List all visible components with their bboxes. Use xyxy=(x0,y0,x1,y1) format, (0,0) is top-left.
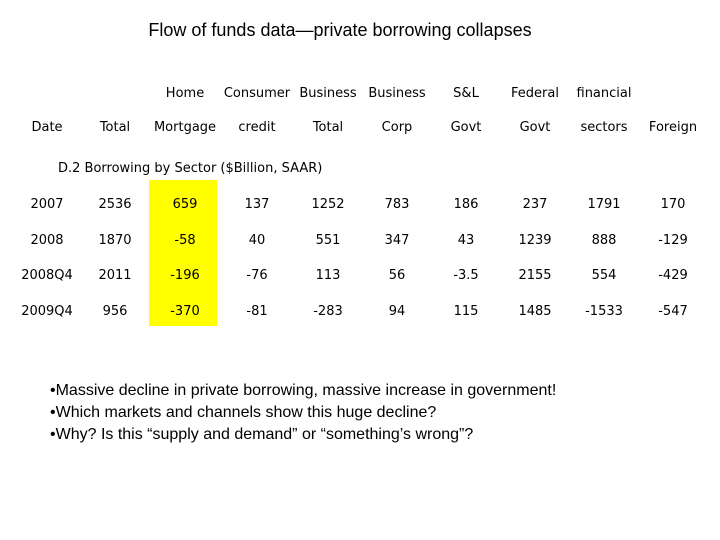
slide-title: Flow of funds data—private borrowing collapses xyxy=(148,20,532,40)
bullet-list xyxy=(50,380,556,446)
cell-value: -3.5 xyxy=(453,268,479,283)
header-total: Total xyxy=(99,120,131,135)
cell-value: 40 xyxy=(248,233,266,248)
cell-value: 783 xyxy=(384,197,410,212)
header-top-federal: Federal xyxy=(511,86,559,101)
cell-date: 2008 xyxy=(30,233,64,248)
header-corp: Corp xyxy=(381,120,413,135)
cell-date: 2009Q4 xyxy=(21,304,73,319)
cell-value: 956 xyxy=(102,304,128,319)
cell-value: -429 xyxy=(658,268,688,283)
cell-value: -76 xyxy=(246,268,268,283)
header-top-sl: S&L xyxy=(453,86,479,101)
cell-value: 43 xyxy=(457,233,475,248)
header-credit: credit xyxy=(238,120,276,135)
cell-value: -1533 xyxy=(585,304,623,319)
cell-value: 186 xyxy=(453,197,479,212)
cell-value: 2011 xyxy=(98,268,132,283)
cell-value: 551 xyxy=(315,233,341,248)
table-caption: D.2 Borrowing by Sector ($Billion, SAAR) xyxy=(58,161,323,176)
cell-value: 554 xyxy=(591,268,617,283)
header-top-business: Business xyxy=(299,86,357,101)
cell-value: -81 xyxy=(246,304,268,319)
cell-value: 659 xyxy=(172,197,198,212)
header-top-consumer: Consumer xyxy=(223,86,291,101)
cell-value: 1870 xyxy=(98,233,132,248)
cell-value: 2155 xyxy=(518,268,552,283)
cell-value: 113 xyxy=(315,268,341,283)
cell-value: -370 xyxy=(170,304,200,319)
cell-value: 1791 xyxy=(587,197,621,212)
bullet-item: •Massive decline in private borrowing, massive increase in government! xyxy=(50,382,557,399)
header-federal-govt: Govt xyxy=(519,120,551,135)
header-top-financial: financial xyxy=(576,86,632,101)
cell-value: 115 xyxy=(453,304,479,319)
cell-value: 347 xyxy=(384,233,410,248)
bullet-item: •Why? Is this “supply and demand” or “something’s wrong”? xyxy=(50,426,474,443)
cell-value: 888 xyxy=(591,233,617,248)
cell-value: 1485 xyxy=(518,304,552,319)
cell-value: -129 xyxy=(658,233,688,248)
cell-value: 1252 xyxy=(311,197,345,212)
header-top-business-corp: Business xyxy=(368,86,426,101)
cell-value: 56 xyxy=(388,268,406,283)
cell-value: 170 xyxy=(660,197,686,212)
cell-value: -196 xyxy=(170,268,200,283)
cell-value: 1239 xyxy=(518,233,552,248)
header-foreign: Foreign xyxy=(648,120,698,135)
cell-value: 2536 xyxy=(98,197,132,212)
cell-value: 94 xyxy=(388,304,406,319)
header-business-total: Total xyxy=(312,120,344,135)
cell-value: 137 xyxy=(244,197,270,212)
cell-value: 237 xyxy=(522,197,548,212)
cell-date: 2007 xyxy=(30,197,64,212)
cell-date: 2008Q4 xyxy=(21,268,73,283)
cell-value: -58 xyxy=(174,233,196,248)
bullet-item: •Which markets and channels show this huge decline? xyxy=(50,404,437,421)
header-financial-sectors: sectors xyxy=(580,120,628,135)
header-sl-govt: Govt xyxy=(450,120,482,135)
header-mortgage: Mortgage xyxy=(153,120,217,135)
header-top-home: Home xyxy=(165,86,205,101)
cell-value: -547 xyxy=(658,304,688,319)
cell-value: -283 xyxy=(313,304,343,319)
header-date: Date xyxy=(31,120,63,135)
